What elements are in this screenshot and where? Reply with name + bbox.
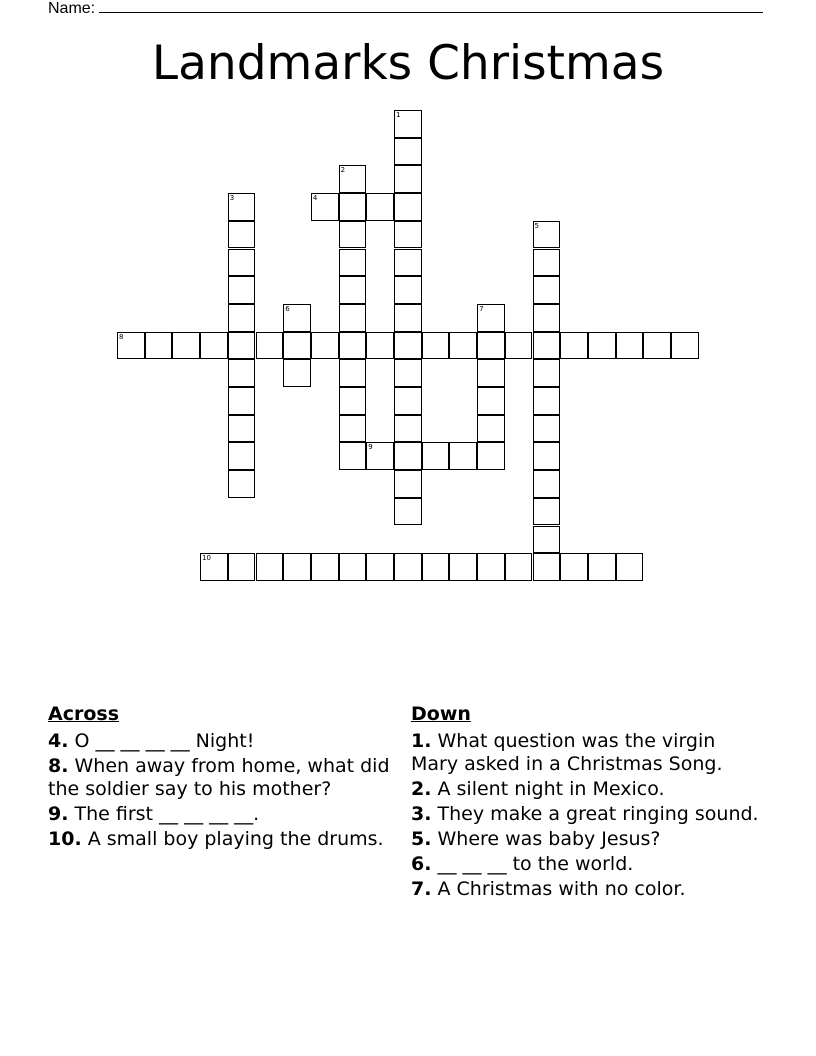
down-clues <box>411 703 761 903</box>
grid-cell[interactable] <box>283 553 311 581</box>
across-list <box>48 730 398 851</box>
clue-number: 3 <box>229 194 235 203</box>
clue-item <box>48 730 398 753</box>
clue-number: 2. <box>411 778 432 800</box>
grid-cell[interactable] <box>145 332 173 360</box>
grid-cell[interactable] <box>449 553 477 581</box>
grid-cell[interactable] <box>200 553 228 581</box>
clue-number: 7 <box>479 304 484 313</box>
grid-cell[interactable] <box>533 304 561 332</box>
grid-cell[interactable] <box>449 442 477 470</box>
grid-cell[interactable] <box>533 498 561 526</box>
grid-cell[interactable] <box>394 193 422 221</box>
grid-cell[interactable] <box>533 359 561 387</box>
clue-number: 10 <box>202 554 212 563</box>
clue-item <box>411 853 761 876</box>
clue-text: The first __ __ __ __. <box>68 803 260 825</box>
clue-number: 4. <box>48 730 69 752</box>
grid-cell[interactable] <box>311 332 339 360</box>
grid-cell[interactable] <box>256 332 284 360</box>
grid-cell[interactable] <box>588 553 616 581</box>
grid-cell[interactable] <box>117 332 145 360</box>
clue-text: A small boy playing the drums. <box>81 828 384 850</box>
grid-cell[interactable] <box>339 415 367 443</box>
grid-cell[interactable] <box>366 332 394 360</box>
grid-cell[interactable] <box>228 249 256 277</box>
grid-cell[interactable] <box>422 332 450 360</box>
grid-cell[interactable] <box>588 332 616 360</box>
grid-cell[interactable] <box>339 165 367 193</box>
grid-cell[interactable] <box>339 553 367 581</box>
grid-cell[interactable] <box>533 442 561 470</box>
grid-cell[interactable] <box>366 553 394 581</box>
grid-cell[interactable] <box>394 470 422 498</box>
grid-cell[interactable] <box>339 442 367 470</box>
grid-cell[interactable] <box>228 304 256 332</box>
grid-cell[interactable] <box>643 332 671 360</box>
grid-cell[interactable] <box>560 332 588 360</box>
grid-cell[interactable] <box>477 415 505 443</box>
grid-cell[interactable] <box>228 221 256 249</box>
clue-text: A Christmas with no color. <box>431 878 686 900</box>
grid-cell[interactable] <box>533 332 561 360</box>
grid-cell[interactable] <box>339 359 367 387</box>
grid-cell[interactable] <box>228 553 256 581</box>
grid-cell[interactable] <box>394 276 422 304</box>
grid-cell[interactable] <box>228 359 256 387</box>
clue-text: O __ __ __ __ Night! <box>68 730 255 752</box>
grid-cell[interactable] <box>311 553 339 581</box>
grid-cell[interactable] <box>366 193 394 221</box>
grid-cell[interactable] <box>200 332 228 360</box>
down-list <box>411 730 761 901</box>
grid-cell[interactable] <box>339 304 367 332</box>
grid-cell[interactable] <box>394 249 422 277</box>
grid-cell[interactable] <box>533 221 561 249</box>
grid-cell[interactable] <box>394 498 422 526</box>
clue-number: 5. <box>411 828 432 850</box>
grid-cell[interactable] <box>283 304 311 332</box>
grid-cell[interactable] <box>394 304 422 332</box>
clue-number: 2 <box>340 166 346 175</box>
grid-cell[interactable] <box>394 138 422 166</box>
grid-cell[interactable] <box>394 165 422 193</box>
clue-text: __ __ __ to the world. <box>431 853 634 875</box>
clue-item <box>411 828 761 851</box>
grid-cell[interactable] <box>533 415 561 443</box>
grid-cell[interactable] <box>477 332 505 360</box>
grid-cell[interactable] <box>422 553 450 581</box>
grid-cell[interactable] <box>339 221 367 249</box>
grid-cell[interactable] <box>339 276 367 304</box>
grid-cell[interactable] <box>533 249 561 277</box>
clue-item <box>411 778 761 801</box>
grid-cell[interactable] <box>477 553 505 581</box>
grid-cell[interactable] <box>172 332 200 360</box>
grid-cell[interactable] <box>616 332 644 360</box>
grid-cell[interactable] <box>228 193 256 221</box>
clue-number: 9 <box>368 443 373 452</box>
clue-item <box>411 803 761 826</box>
clue-number: 6. <box>411 853 432 875</box>
grid-cell[interactable] <box>477 359 505 387</box>
clue-number: 8 <box>119 332 124 341</box>
grid-cell[interactable] <box>477 304 505 332</box>
grid-cell[interactable] <box>283 332 311 360</box>
grid-cell[interactable] <box>533 387 561 415</box>
grid-cell[interactable] <box>533 470 561 498</box>
clue-item <box>48 828 398 851</box>
grid-cell[interactable] <box>505 332 533 360</box>
grid-cell[interactable] <box>394 387 422 415</box>
grid-cell[interactable] <box>366 442 394 470</box>
grid-cell[interactable] <box>394 110 422 138</box>
grid-cell[interactable] <box>311 193 339 221</box>
name-label: Name: <box>48 0 96 17</box>
grid-cell[interactable] <box>394 221 422 249</box>
clue-number: 10. <box>48 828 82 850</box>
grid-cell[interactable] <box>560 553 588 581</box>
grid-cell[interactable] <box>394 332 422 360</box>
grid-cell[interactable] <box>616 553 644 581</box>
grid-cell[interactable] <box>533 553 561 581</box>
grid-cell[interactable] <box>256 553 284 581</box>
grid-cell[interactable] <box>339 387 367 415</box>
grid-cell[interactable] <box>228 387 256 415</box>
grid-cell[interactable] <box>394 359 422 387</box>
grid-cell[interactable] <box>283 359 311 387</box>
clue-number: 5 <box>534 221 539 230</box>
grid-cell[interactable] <box>339 193 367 221</box>
grid-cell[interactable] <box>394 415 422 443</box>
grid-cell[interactable] <box>228 442 256 470</box>
clue-number: 8. <box>48 755 69 777</box>
clue-number: 7. <box>411 878 432 900</box>
grid-cell[interactable] <box>533 526 561 554</box>
grid-cell[interactable] <box>339 249 367 277</box>
clue-text: When away from home, what did the soldier say to his mother? <box>48 755 390 800</box>
clue-number: 3. <box>411 803 432 825</box>
grid-cell[interactable] <box>671 332 699 360</box>
grid-cell[interactable] <box>228 415 256 443</box>
clue-text: They make a great ringing sound. <box>431 803 759 825</box>
grid-cell[interactable] <box>339 332 367 360</box>
across-heading: Across <box>48 703 120 725</box>
grid-cell[interactable] <box>394 553 422 581</box>
grid-cell[interactable] <box>533 276 561 304</box>
clue-item <box>411 730 761 776</box>
clue-item <box>411 878 761 901</box>
grid-cell[interactable] <box>449 332 477 360</box>
down-heading: Down <box>411 703 471 725</box>
clue-text: A silent night in Mexico. <box>431 778 665 800</box>
across-clues <box>48 703 398 853</box>
grid-cell[interactable] <box>422 442 450 470</box>
clue-number: 1 <box>396 111 401 119</box>
grid-cell[interactable] <box>228 332 256 360</box>
clue-item <box>48 803 398 826</box>
grid-cell[interactable] <box>394 442 422 470</box>
clue-text: What question was the virgin Mary asked in a Christmas Song. <box>411 730 723 775</box>
grid-cell[interactable] <box>505 553 533 581</box>
grid-cell[interactable] <box>228 276 256 304</box>
clue-number: 9. <box>48 803 69 825</box>
clue-text: Where was baby Jesus? <box>431 828 661 850</box>
clue-item <box>48 755 398 801</box>
grid-cell[interactable] <box>477 387 505 415</box>
clue-number: 4 <box>312 194 318 203</box>
clue-number: 6 <box>285 304 290 313</box>
grid-cell[interactable] <box>228 470 256 498</box>
puzzle-title: Landmarks Christmas <box>151 36 665 91</box>
grid-cell[interactable] <box>477 442 505 470</box>
clue-number: 1. <box>411 730 432 752</box>
